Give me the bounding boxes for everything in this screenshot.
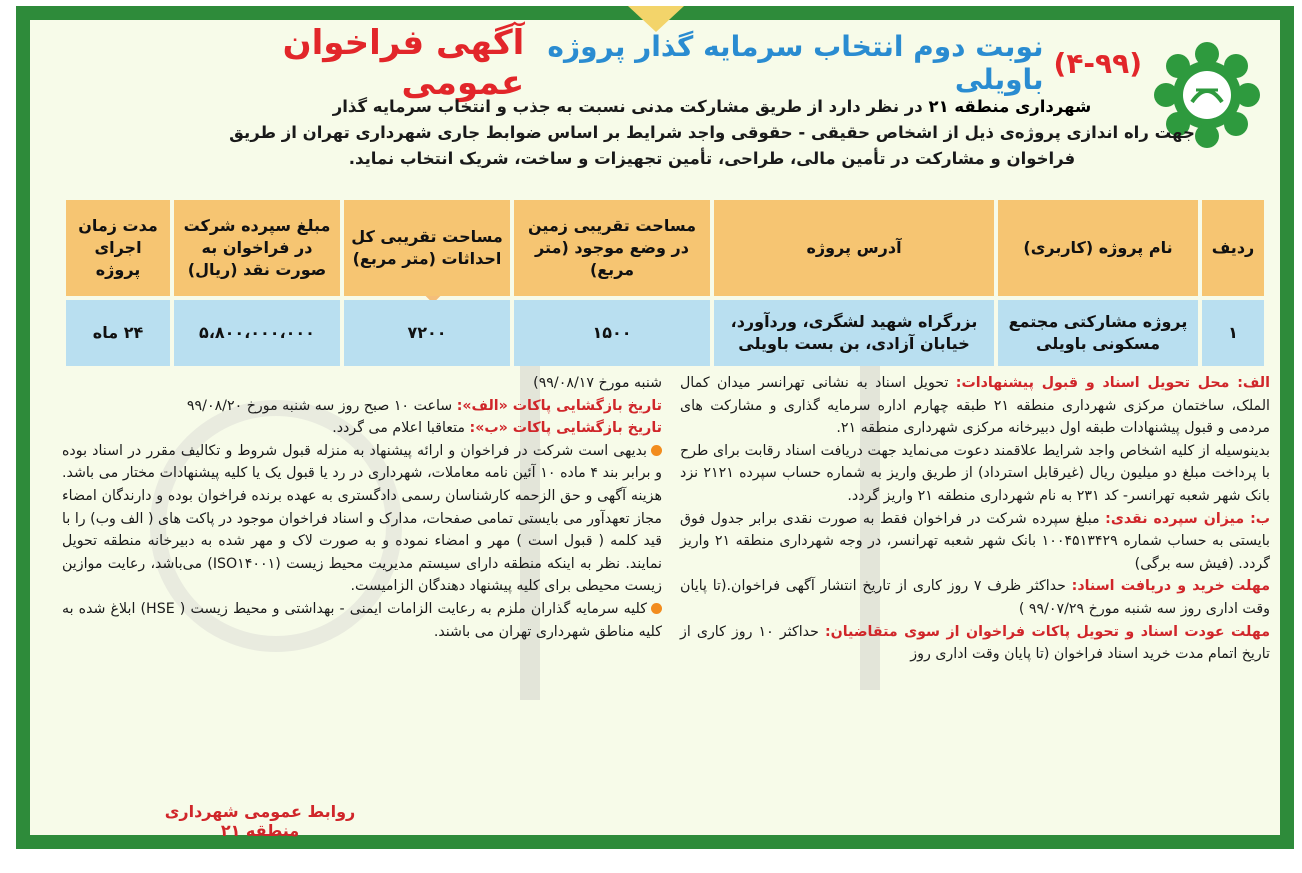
intro-line-1: در نظر دارد از طریق مشارکت مدنی نسبت به جذب و انتخاب سرمایه گذار	[332, 97, 923, 116]
section-c	[680, 575, 1270, 620]
header-cell: مبلغ سپرده شرکت در فراخوان به صورت نقد (ریال)	[174, 200, 340, 296]
section-c-text: حداکثر ظرف ۷ روز کاری از تاریخ انتشار آگهی فراخوان.(تا پایان وقت اداری روز سه شنبه مورخ ۹۹/۰۷/۲۹ )	[680, 578, 1270, 617]
bullet-hse-text: کلیه سرمایه گذاران ملزم به رعایت الزامات ایمنی - بهداشتی و محیط زیست ( HSE) ابلاغ شده به کلیه مناطق شهرداری تهران می باشند.	[62, 600, 662, 640]
bullet-terms	[62, 440, 662, 598]
intro-paragraph	[162, 94, 1262, 172]
header-cell: مدت زمان اجرای پروژه	[66, 200, 170, 296]
header-cell: نام پروژه (کاربری)	[998, 200, 1198, 296]
opening-b-text: متعاقبا اعلام می گردد.	[332, 420, 466, 437]
left-column	[62, 372, 662, 643]
public-relations-signature: روابط عمومی شهرداری منطقه ۲۱	[164, 802, 356, 840]
opening-b	[62, 417, 662, 440]
section-b	[680, 508, 1270, 576]
table-cell: ۱	[1202, 300, 1264, 366]
section-a	[680, 372, 1270, 440]
table-cell: پروژه مشارکتی مجتمع مسکونی باویلی	[998, 300, 1198, 366]
section-b-text: مبلغ سپرده شرکت در فراخوان فقط به صورت نقدی برابر جدول فوق بایستی به حساب شماره ۱۰۰۴۵۱۳۴۲۹ بانک شهر شعبه تهرانسر، در وجه شهرداری منطقه ۲۱ واریز گردد. (فیش سه برگی)	[680, 510, 1270, 572]
opening-a-heading: تاریخ بازگشایی پاکات «الف»:	[456, 397, 662, 414]
header-cell: آدرس پروژه	[714, 200, 994, 296]
table-cell: بزرگراه شهید لشگری، وردآورد، خیابان آزادی، بن بست باویلی	[714, 300, 994, 366]
bullet-terms-text: بدیهی است شرکت در فراخوان و ارائه پیشنهاد به منزله قبول شروط و تکالیف مقرر در اسناد بوده و برابر بند ۴ ماده ۱۰ آئین نامه معاملات، شهرداری در رد یا قبول یک یا کلیه پیشنهادات مختار می باشد. هزینه آگهی و حق الزحمه کارشناسان رسمی دادگستری به عهده برنده فراخوان بوده و دارندگان امضاء مجاز تعهدآور می بایستی تمامی صفحات، مدارک و اسناد فراخوان موجود در پاکت های ( الف وب) را با قید کلمه ( قبول است ) مهر و امضاء نموده و به صورت لاک و مهر شده به دبیرخانه منطقه تحویل نمایند. نظر به اینکه منطقه دارای سیستم مدیریت محیط زیست (ISO۱۴۰۰۱) می‌باشد، رعایت موازین زیست محیطی برای کلیه پیشنهاد دهندگان الزامیست.	[62, 442, 662, 595]
opening-a-text: ساعت ۱۰ صبح روز سه شنبه مورخ ۹۹/۰۸/۲۰	[186, 397, 453, 414]
section-d-heading: مهلت عودت اسناد و تحویل پاکات فراخوان از سوی متقاضیان:	[824, 623, 1270, 640]
section-a-text: تحویل اسناد به نشانی تهرانسر میدان کمال الملک، ساختمان مرکزی شهرداری منطقه ۲۱ طبقه چهارم اداره سرمایه گذاری و مشارکت های مردمی و قبول پیشنهادات طبقه اول دبیرخانه مرکزی شهرداری منطقه ۲۱.	[680, 375, 1270, 437]
bullet-icon	[651, 603, 662, 614]
opening-a	[62, 395, 662, 418]
table-header-row	[66, 200, 1264, 296]
title-main: آگهی فراخوان عمومی	[282, 23, 525, 103]
table-cell: ۵،۸۰۰،۰۰۰،۰۰۰	[174, 300, 340, 366]
top-notch	[628, 6, 684, 32]
project-table	[62, 196, 1268, 370]
deadline-continuation: شنبه مورخ ۹۹/۰۸/۱۷)	[533, 375, 662, 391]
section-c-heading: مهلت خرید و دریافت اسناد:	[1071, 578, 1270, 595]
section-d-text: حداکثر ۱۰ روز کاری از تاریخ اتمام مدت خرید اسناد فراخوان (تا پایان وقت اداری روز	[680, 623, 1270, 663]
invitation-paragraph: بدینوسیله از کلیه اشخاص واجد شرایط علاقمند دعوت می‌نماید جهت دریافت اسناد رقابت برای طرح با پرداخت مبلغ دو میلیون ریال (غیرقابل استرداد) از طریق واریز به شماره حساب سپرده ۲۱۲۱ نزد بانک شهر شعبه تهرانسر- کد ۲۳۱ به نام شهرداری منطقه ۲۱ واریز گردد.	[680, 442, 1270, 504]
bullet-hse	[62, 598, 662, 643]
header-cell: ردیف	[1202, 200, 1264, 296]
header-cell: مساحت تقریبی کل احداثات (متر مربع)	[344, 200, 510, 296]
table-cell: ۱۵۰۰	[514, 300, 710, 366]
opening-b-heading: تاریخ بازگشایی پاکات «ب»:	[469, 420, 662, 437]
intro-line-3: فراخوان و مشارکت در تأمین مالی، طراحی، تأمین تجهیزات و ساخت، شریک انتخاب نماید.	[348, 149, 1076, 168]
table-cell: ۲۴ ماه	[66, 300, 170, 366]
notice-title	[202, 23, 1142, 103]
table-cell: ۷۲۰۰	[344, 300, 510, 366]
intro-line-2: جهت راه اندازی پروژه‌ی ذیل از اشخاص حقیقی - حقوقی واجد شرایط بر اساس ضوابط جاری شهرداری تهران از طریق	[229, 123, 1195, 142]
table-row	[66, 300, 1264, 366]
intro-lead: شهرداری منطقه ۲۱	[928, 97, 1092, 116]
title-code: (۴-۹۹)	[1053, 46, 1142, 80]
section-b-heading: ب: میزان سپرده نقدی:	[1105, 510, 1270, 527]
right-column	[680, 372, 1270, 666]
section-d	[680, 621, 1270, 666]
bullet-icon	[651, 445, 662, 456]
section-a-heading: الف: محل تحویل اسناد و قبول پیشنهادات:	[955, 375, 1270, 391]
header-cell: مساحت تقریبی زمین در وضع موجود (متر مربع)	[514, 200, 710, 296]
title-sub: نوبت دوم انتخاب سرمایه گذار پروژه باویلی	[547, 30, 1044, 96]
